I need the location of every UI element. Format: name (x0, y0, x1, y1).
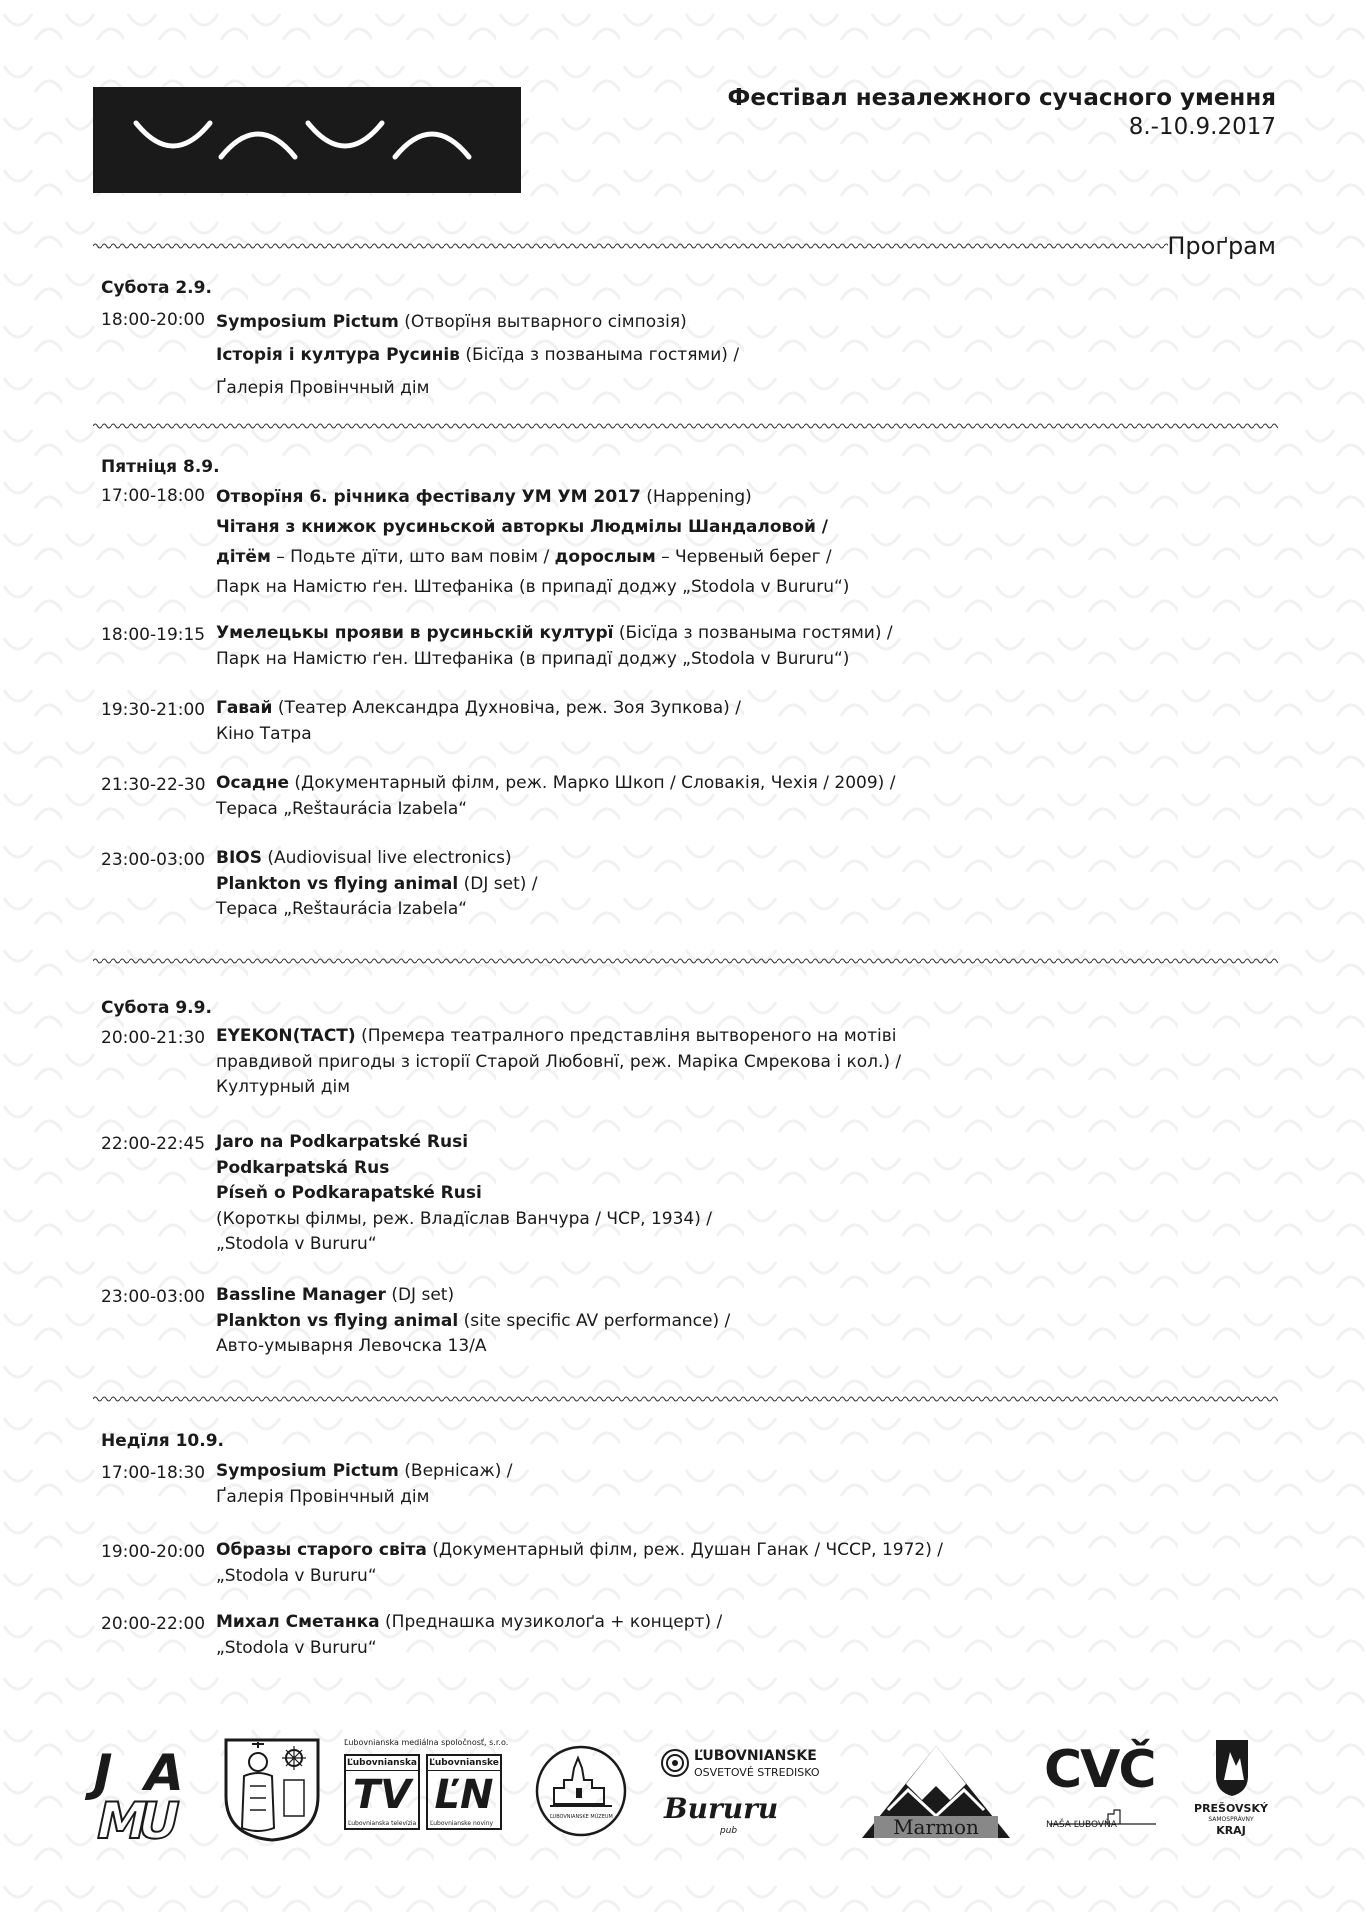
event-text: (Документарный філм, реж. Марко Шкоп / Словакія, Чехія / 2009) / (289, 773, 896, 793)
event-title: Отворїня 6. річника фестівалу УМ УМ 2017 (216, 487, 641, 507)
event-line (216, 1232, 712, 1258)
event-line (216, 1610, 722, 1636)
event-line (216, 1130, 712, 1156)
event-text: (DJ set) / (458, 873, 538, 894)
event-title: Plankton vs flying animal (216, 1310, 459, 1331)
ln-letters: ĽN (434, 1772, 494, 1818)
event-text: Парк на Намістю ґен. Штефаніка (в припадї доджу „Stodola v Bururu“) (216, 648, 850, 669)
event-text: – Подьте дїти, што вам повім / (270, 547, 555, 567)
event-title: Михал Сметанка (216, 1612, 380, 1632)
day-heading: Субота 9.9. (101, 998, 212, 1018)
event-time: 19:00-20:00 (101, 1542, 206, 1562)
tv-name: Ľubovnianska (346, 1756, 418, 1771)
event-line (216, 846, 538, 872)
event-title: Чітаня з книжок русиньской авторкы Людмілы Шандаловой / (216, 517, 828, 537)
event-text: (Бісїда з позваныма гостями) / (613, 623, 893, 643)
event-time: 23:00-03:00 (101, 1287, 206, 1307)
day-heading: Пятніця 8.9. (101, 457, 220, 477)
event-time: 21:30-22-30 (101, 775, 206, 795)
event-text: „Stodola v Bururu“ (216, 1565, 377, 1586)
event-text: Ґалерія Провінчный дім (216, 1486, 430, 1507)
event-details (216, 696, 741, 747)
event-text: (Audiovisual live electronics) (261, 848, 512, 868)
event-line (216, 771, 895, 797)
event-text: Културный дім (216, 1077, 351, 1098)
wave-divider (93, 956, 1278, 966)
event-text: Ґалерія Провінчный дім (216, 378, 430, 398)
osvetove-line-1: ĽUBOVNIANSKE (694, 1748, 817, 1764)
event-details (216, 306, 739, 405)
media-company-name: Ľubovnianska mediálna spoločnosť, s.r.o. (344, 1738, 509, 1747)
cvc-name: CVČ (1044, 1740, 1155, 1800)
bururu-logo: Bururu (664, 1792, 779, 1825)
event-line (216, 872, 538, 898)
ln-caption: Ľubovnianske noviny (430, 1820, 494, 1827)
event-text: (Бісїда з позваныма гостями) / (459, 345, 740, 365)
tv-caption: Ľubovnianska televízia (348, 1820, 417, 1827)
event-details (216, 1538, 943, 1589)
event-time: 20:00-22:00 (101, 1614, 206, 1634)
event-text: (Короткы філмы, реж. Владїслав Ванчура / ЧСР, 1934) / (216, 1208, 712, 1229)
event-title: Образы старого світа (216, 1540, 427, 1560)
event-text: Тераса „Reštaurácia Izabela“ (216, 798, 468, 819)
festival-dates: 8.-10.9.2017 (1128, 114, 1276, 140)
event-line (216, 339, 739, 372)
event-line (216, 482, 849, 512)
event-line (216, 722, 741, 748)
event-text: (Преднашка музиколоґа + концерт) / (379, 1612, 723, 1632)
event-text: Тераса „Reštaurácia Izabela“ (216, 899, 468, 920)
event-text: (Отворїня вытварного сімпозія) (398, 312, 687, 332)
event-text: (site specific AV performance) / (458, 1310, 731, 1331)
event-details (216, 1130, 712, 1258)
museum-name: ĽUBOVNIANSKE MÚZEUM (550, 1814, 613, 1820)
tv-logo (344, 1754, 420, 1830)
event-line (216, 572, 849, 602)
event-line (216, 306, 739, 339)
museum-logo (534, 1744, 628, 1838)
event-line (216, 647, 893, 673)
event-time: 23:00-03:00 (101, 850, 206, 870)
event-details (216, 771, 895, 822)
event-text: (Happening) (640, 487, 752, 507)
event-time: 17:00-18:30 (101, 1463, 206, 1483)
day-heading: Недїля 10.9. (101, 1431, 225, 1451)
cvc-logo (1044, 1740, 1164, 1836)
event-details (216, 1610, 722, 1661)
event-title: Plankton vs flying animal (216, 873, 459, 894)
event-line (216, 1207, 712, 1233)
event-line (216, 1309, 730, 1335)
event-line (216, 1564, 943, 1590)
event-line (216, 1485, 513, 1511)
event-line (216, 1283, 730, 1309)
media-company-logo (344, 1738, 509, 1838)
presov-line-1: PREŠOVSKÝ (1194, 1802, 1268, 1815)
event-line (216, 797, 895, 823)
event-time: 18:00-19:15 (101, 625, 206, 645)
event-time: 20:00-21:30 (101, 1028, 206, 1048)
event-title: Історія і култура Русинів (216, 345, 460, 365)
event-text: (Вернісаж) / (398, 1461, 513, 1481)
cvc-sub: NAŠA ĽUBOVŇA (1046, 1820, 1117, 1830)
presov-kraj-logo (1186, 1736, 1276, 1846)
event-time: 18:00-20:00 (101, 310, 206, 330)
tv-letters: TV (352, 1772, 412, 1818)
event-details (216, 1024, 901, 1101)
event-title: EYEKON(TACT) (216, 1026, 356, 1046)
day-heading: Субота 2.9. (101, 278, 212, 298)
event-line (216, 1636, 722, 1662)
event-time: 17:00-18:00 (101, 486, 206, 506)
bururu-sub: pub (720, 1826, 738, 1836)
event-title: Умелецькы прояви в русиньскій културї (216, 623, 614, 643)
coat-of-arms-logo (222, 1736, 322, 1842)
event-line (216, 696, 741, 722)
event-line (216, 1050, 901, 1076)
event-text: Авто-умыварня Левочска 13/А (216, 1336, 487, 1357)
event-text: (Премєра театралного представліня вытвореного на мотіві (355, 1026, 897, 1046)
event-title: Jaro na Podkarpatské Rusi (216, 1132, 469, 1152)
event-text: Парк на Намістю ґен. Штефаніка (в припадї доджу „Stodola v Bururu“) (216, 577, 850, 597)
ln-name: Ľubovnianske (428, 1756, 500, 1771)
event-title: BIOS (216, 848, 262, 868)
event-details (216, 846, 538, 923)
event-line (216, 1538, 943, 1564)
event-text: (DJ set) (385, 1285, 455, 1305)
event-line (216, 1075, 901, 1101)
event-line (216, 1024, 901, 1050)
event-title: Осадне (216, 773, 290, 793)
event-details (216, 621, 893, 672)
event-title: дітём (216, 547, 271, 567)
spiral-icon (660, 1748, 690, 1778)
event-text: – Червеный берег / (655, 547, 832, 567)
osvetove-line-2: OSVETOVÉ STREDISKO (694, 1766, 820, 1779)
wave-divider (93, 1394, 1278, 1404)
event-text: Кіно Татра (216, 723, 312, 744)
event-line (216, 512, 849, 542)
event-text: (Документарный філм, реж. Душан Ганак / ЧССР, 1972) / (426, 1540, 943, 1560)
umum-logo-icon (133, 117, 481, 163)
presov-kraj-icon (1186, 1736, 1276, 1798)
event-line (216, 1156, 712, 1182)
event-line (216, 372, 739, 405)
osvetove-stredisko-logo (660, 1748, 860, 1838)
event-title: Píseň o Podkarapatské Rusi (216, 1183, 482, 1204)
svg-text:MU: MU (91, 1791, 186, 1850)
event-line (216, 1459, 513, 1485)
event-text: правдивой пригоды з історії Старой Любовнї, реж. Маріка Смрекова і кол.) / (216, 1051, 902, 1072)
event-details (216, 1459, 513, 1510)
coat-of-arms-icon (222, 1736, 322, 1842)
program-heading: Проґрам (1167, 232, 1276, 260)
presov-line-3: KRAJ (1216, 1824, 1246, 1837)
marmon-logo (858, 1744, 1014, 1840)
event-time: 22:00-22:45 (101, 1134, 206, 1154)
event-text: (Театер Александра Духновіча, реж. Зоя Зупкова) / (272, 698, 741, 718)
event-title: Podkarpatská Rus (216, 1157, 390, 1178)
event-title: Symposium Pictum (216, 312, 399, 332)
event-line (216, 897, 538, 923)
event-line (216, 1181, 712, 1207)
event-title: дорослым (554, 547, 656, 567)
event-line (216, 621, 893, 647)
event-details (216, 482, 849, 602)
presov-line-2: SAMOSPRÁVNY (1208, 1816, 1254, 1823)
event-text: „Stodola v Bururu“ (216, 1234, 377, 1255)
jamu-logo (87, 1742, 196, 1850)
event-title: Bassline Manager (216, 1285, 386, 1305)
event-line (216, 542, 849, 572)
event-text: „Stodola v Bururu“ (216, 1637, 377, 1658)
castle-icon (534, 1744, 628, 1838)
marmon-name: Marmon (893, 1815, 979, 1839)
event-time: 19:30-21:00 (101, 700, 206, 720)
event-details (216, 1283, 730, 1360)
wave-divider (93, 241, 1168, 251)
festival-logo (93, 87, 521, 193)
wave-divider (93, 421, 1278, 431)
event-title: Гавай (216, 698, 273, 718)
event-title: Symposium Pictum (216, 1461, 399, 1481)
svg-text:JA: JA (87, 1743, 190, 1802)
jamu-logo-icon (87, 1742, 196, 1850)
festival-title: Фестівал незалежного сучасного умення (727, 85, 1276, 111)
ln-logo (426, 1754, 502, 1830)
event-line (216, 1334, 730, 1360)
